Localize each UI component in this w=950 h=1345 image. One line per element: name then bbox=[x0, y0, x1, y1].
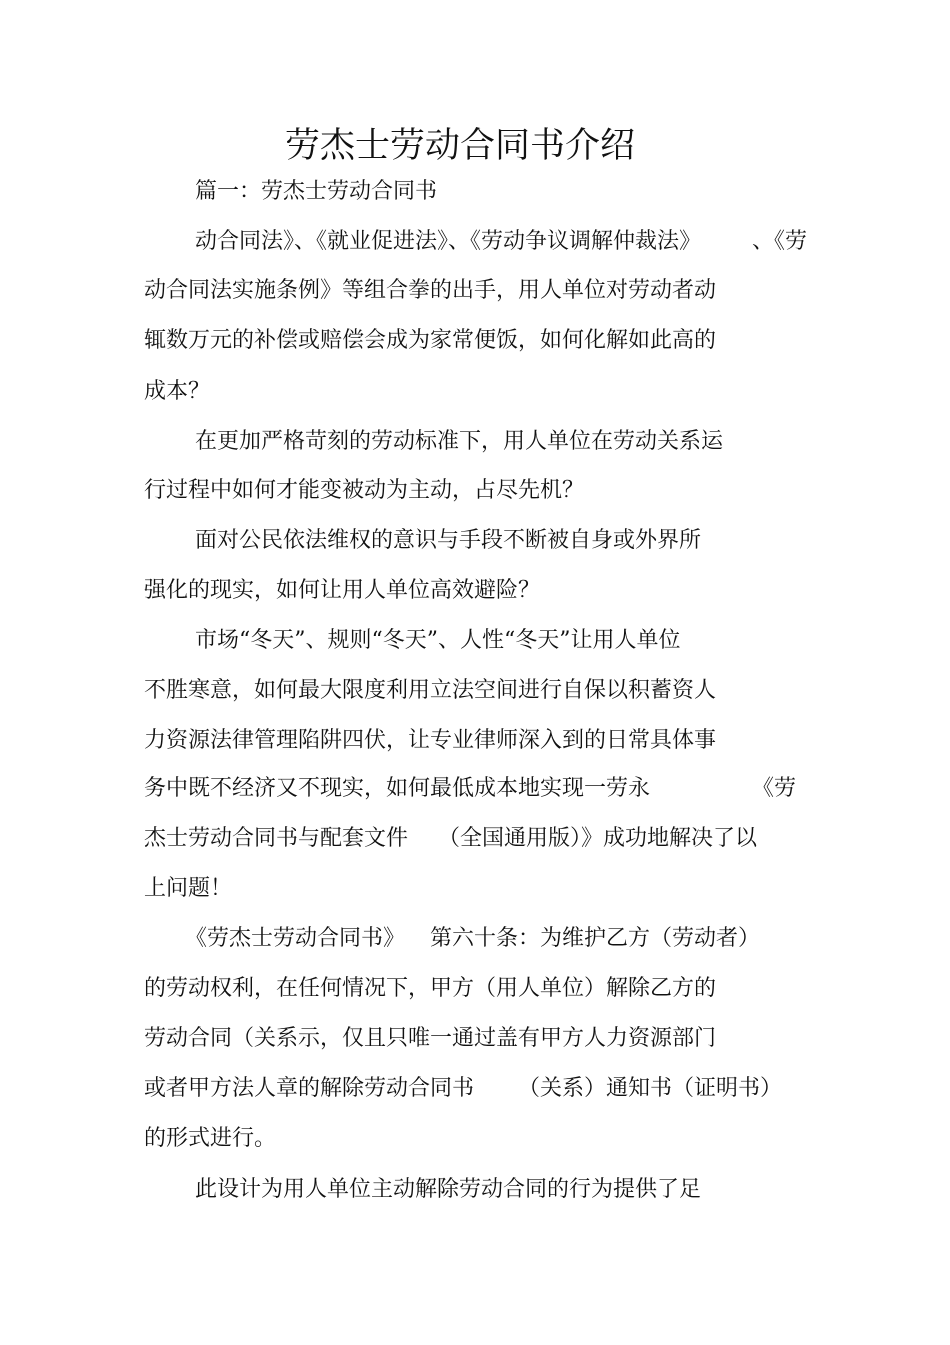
body-line-text: 成本？ bbox=[144, 379, 211, 404]
body-line-text: 此设计为用人单位主动解除劳动合同的行为提供了足 bbox=[195, 1177, 702, 1202]
body-line-text: 强化的现实，如何让用人单位高效避险？ bbox=[144, 578, 541, 603]
body-line bbox=[144, 476, 800, 506]
body-line-text-continued: 、《劳 bbox=[752, 229, 808, 254]
body-line-text: 《劳杰士劳动合同书》 bbox=[185, 926, 406, 951]
body-line bbox=[144, 1074, 800, 1104]
body-line-text-continued: 《劳 bbox=[752, 776, 797, 801]
document-title: 劳杰士劳动合同书介绍 bbox=[284, 126, 635, 166]
body-line-text: 市场“冬天”、规则“冬天”、人性“冬天”让用人单位 bbox=[195, 628, 681, 653]
body-line-text: 面对公民依法维权的意识与手段不断被自身或外界所 bbox=[195, 528, 702, 553]
body-line bbox=[144, 874, 800, 904]
body-line bbox=[195, 626, 800, 656]
body-line bbox=[185, 924, 800, 954]
body-line-text: 的劳动权利，在任何情况下，甲方（用人单位）解除乙方的 bbox=[144, 976, 717, 1001]
body-line bbox=[144, 974, 800, 1004]
body-line bbox=[144, 824, 800, 854]
body-line bbox=[195, 526, 800, 556]
body-line-text: 劳动合同（关系示，仅且只唯一通过盖有甲方人力资源部门 bbox=[144, 1026, 717, 1051]
body-line-text: 或者甲方法人章的解除劳动合同书 bbox=[144, 1076, 475, 1101]
body-line-text: 辄数万元的补偿或赔偿会成为家常便饭，如何化解如此高的 bbox=[144, 328, 717, 353]
body-line bbox=[195, 227, 808, 257]
body-line bbox=[144, 676, 800, 706]
body-line-text: 的形式进行。 bbox=[144, 1126, 277, 1151]
body-line bbox=[144, 774, 800, 804]
body-line bbox=[144, 326, 800, 356]
body-line-text-continued: （关系）通知书（证明书） bbox=[518, 1076, 783, 1101]
body-line bbox=[195, 1175, 800, 1205]
body-line-text: 在更加严格苛刻的劳动标准下，用人单位在劳动关系运 bbox=[195, 429, 724, 454]
body-line-text: 杰士劳动合同书与配套文件 bbox=[144, 826, 409, 851]
body-line-text: 力资源法律管理陷阱四伏，让专业律师深入到的日常具体事 bbox=[144, 728, 717, 753]
body-line bbox=[144, 1024, 800, 1054]
body-line-text: 上问题！ bbox=[144, 876, 233, 901]
body-line bbox=[144, 276, 800, 306]
body-line-text: 务中既不经济又不现实，如何最低成本地实现一劳永 bbox=[144, 776, 651, 801]
body-line bbox=[144, 726, 800, 756]
body-line bbox=[144, 1124, 800, 1154]
body-line bbox=[195, 427, 800, 457]
body-line-text: 动合同法实施条例》等组合拳的出手，用人单位对劳动者动 bbox=[144, 278, 717, 303]
body-line bbox=[144, 576, 800, 606]
body-line-text-continued: （全国通用版）》成功地解决了以 bbox=[438, 826, 758, 851]
section-heading: 篇一：劳杰士劳动合同书 bbox=[195, 179, 438, 204]
body-line-text: 动合同法》、《就业促进法》、《劳动争议调解仲裁法》 bbox=[195, 229, 702, 254]
body-line bbox=[144, 377, 800, 407]
body-line-text: 不胜寒意，如何最大限度利用立法空间进行自保以积蓄资人 bbox=[144, 678, 717, 703]
body-line-text: 行过程中如何才能变被动为主动，占尽先机？ bbox=[144, 478, 585, 503]
body-line-text-continued: 第六十条：为维护乙方（劳动者） bbox=[430, 926, 761, 951]
